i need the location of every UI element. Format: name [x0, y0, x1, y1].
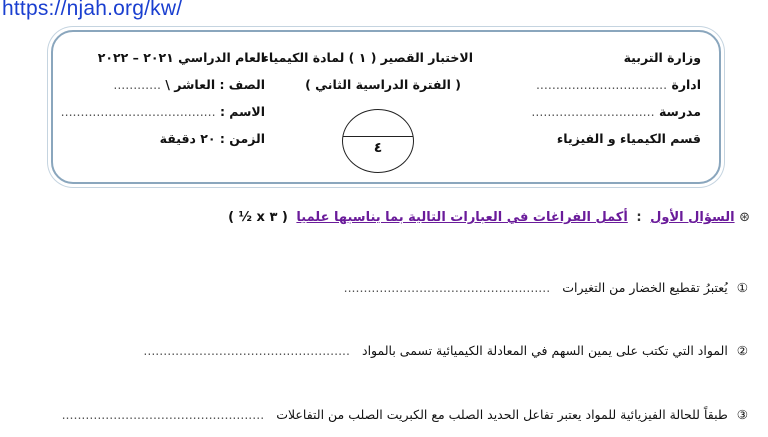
exam-header — [51, 30, 721, 184]
question-item-3 — [62, 407, 748, 422]
administration-blank: ................................. — [535, 77, 668, 92]
watermark-url: https://njah.org/kw/ — [2, 0, 183, 20]
question-instruction: أكمل الفراغات في العبارات التالية بما يناسبها علميا — [296, 210, 628, 225]
item-answer-blank: ................................................... — [61, 407, 265, 422]
department-label: قسم الكيمياء و الفيزياء — [556, 131, 701, 146]
item-number-icon: ① — [736, 280, 748, 295]
exam-period: ( الفترة الدراسية الثاني ) — [305, 77, 461, 92]
item-answer-blank: .................................................... — [343, 280, 551, 295]
item-number-icon: ③ — [736, 407, 748, 422]
school-row — [531, 98, 701, 125]
question-label: السؤال الأول — [650, 210, 735, 225]
header-middle-column — [262, 44, 473, 98]
grade-circle — [342, 109, 414, 173]
item-text: يُعتبرُ تقطيع الخضار من التغيرات — [562, 280, 728, 295]
grade-row — [75, 71, 265, 98]
exam-title: الاختبار القصير ( ١ ) لمادة الكيمياء — [262, 50, 473, 65]
academic-year: العام الدراسي ٢٠٢١ – ٢٠٢٢ — [97, 50, 265, 65]
duration-label: الزمن : ٢٠ دقيقة — [159, 131, 265, 146]
school-label: مدرسة — [658, 104, 701, 119]
header-right-column — [531, 44, 701, 152]
grade-label: الصف : العاشر \ — [165, 77, 265, 92]
question-marks: ( ٣ x ½ ) — [228, 210, 288, 225]
item-answer-blank: .................................................... — [143, 343, 351, 358]
grade-circle-divider — [343, 136, 413, 137]
name-row — [60, 98, 265, 125]
name-label: الاسم : — [219, 104, 265, 119]
question-one-title — [228, 210, 750, 225]
school-blank: ............................... — [531, 104, 655, 119]
grade-blank: ............ — [113, 77, 162, 92]
item-number-icon: ② — [736, 343, 748, 358]
question-item-2 — [143, 343, 748, 358]
administration-row — [536, 71, 701, 98]
question-item-1 — [344, 280, 748, 295]
question-bullet-icon: ⊛ — [739, 210, 750, 225]
header-left-column — [60, 44, 265, 152]
question-separator: : — [636, 210, 642, 225]
administration-label: ادارة — [671, 77, 701, 92]
total-marks: ٤ — [373, 140, 383, 156]
name-blank: ....................................... — [60, 104, 216, 119]
item-text: المواد التي تكتب على يمين السهم في المعادلة الكيميائية تسمى بالمواد — [362, 343, 728, 358]
item-text: طبقاً للحالة الفيزيائية للمواد يعتبر تفاعل الحديد الصلب مع الكبريت الصلب من التفاعلات — [276, 407, 728, 422]
ministry-label: وزارة التربية — [623, 50, 701, 65]
